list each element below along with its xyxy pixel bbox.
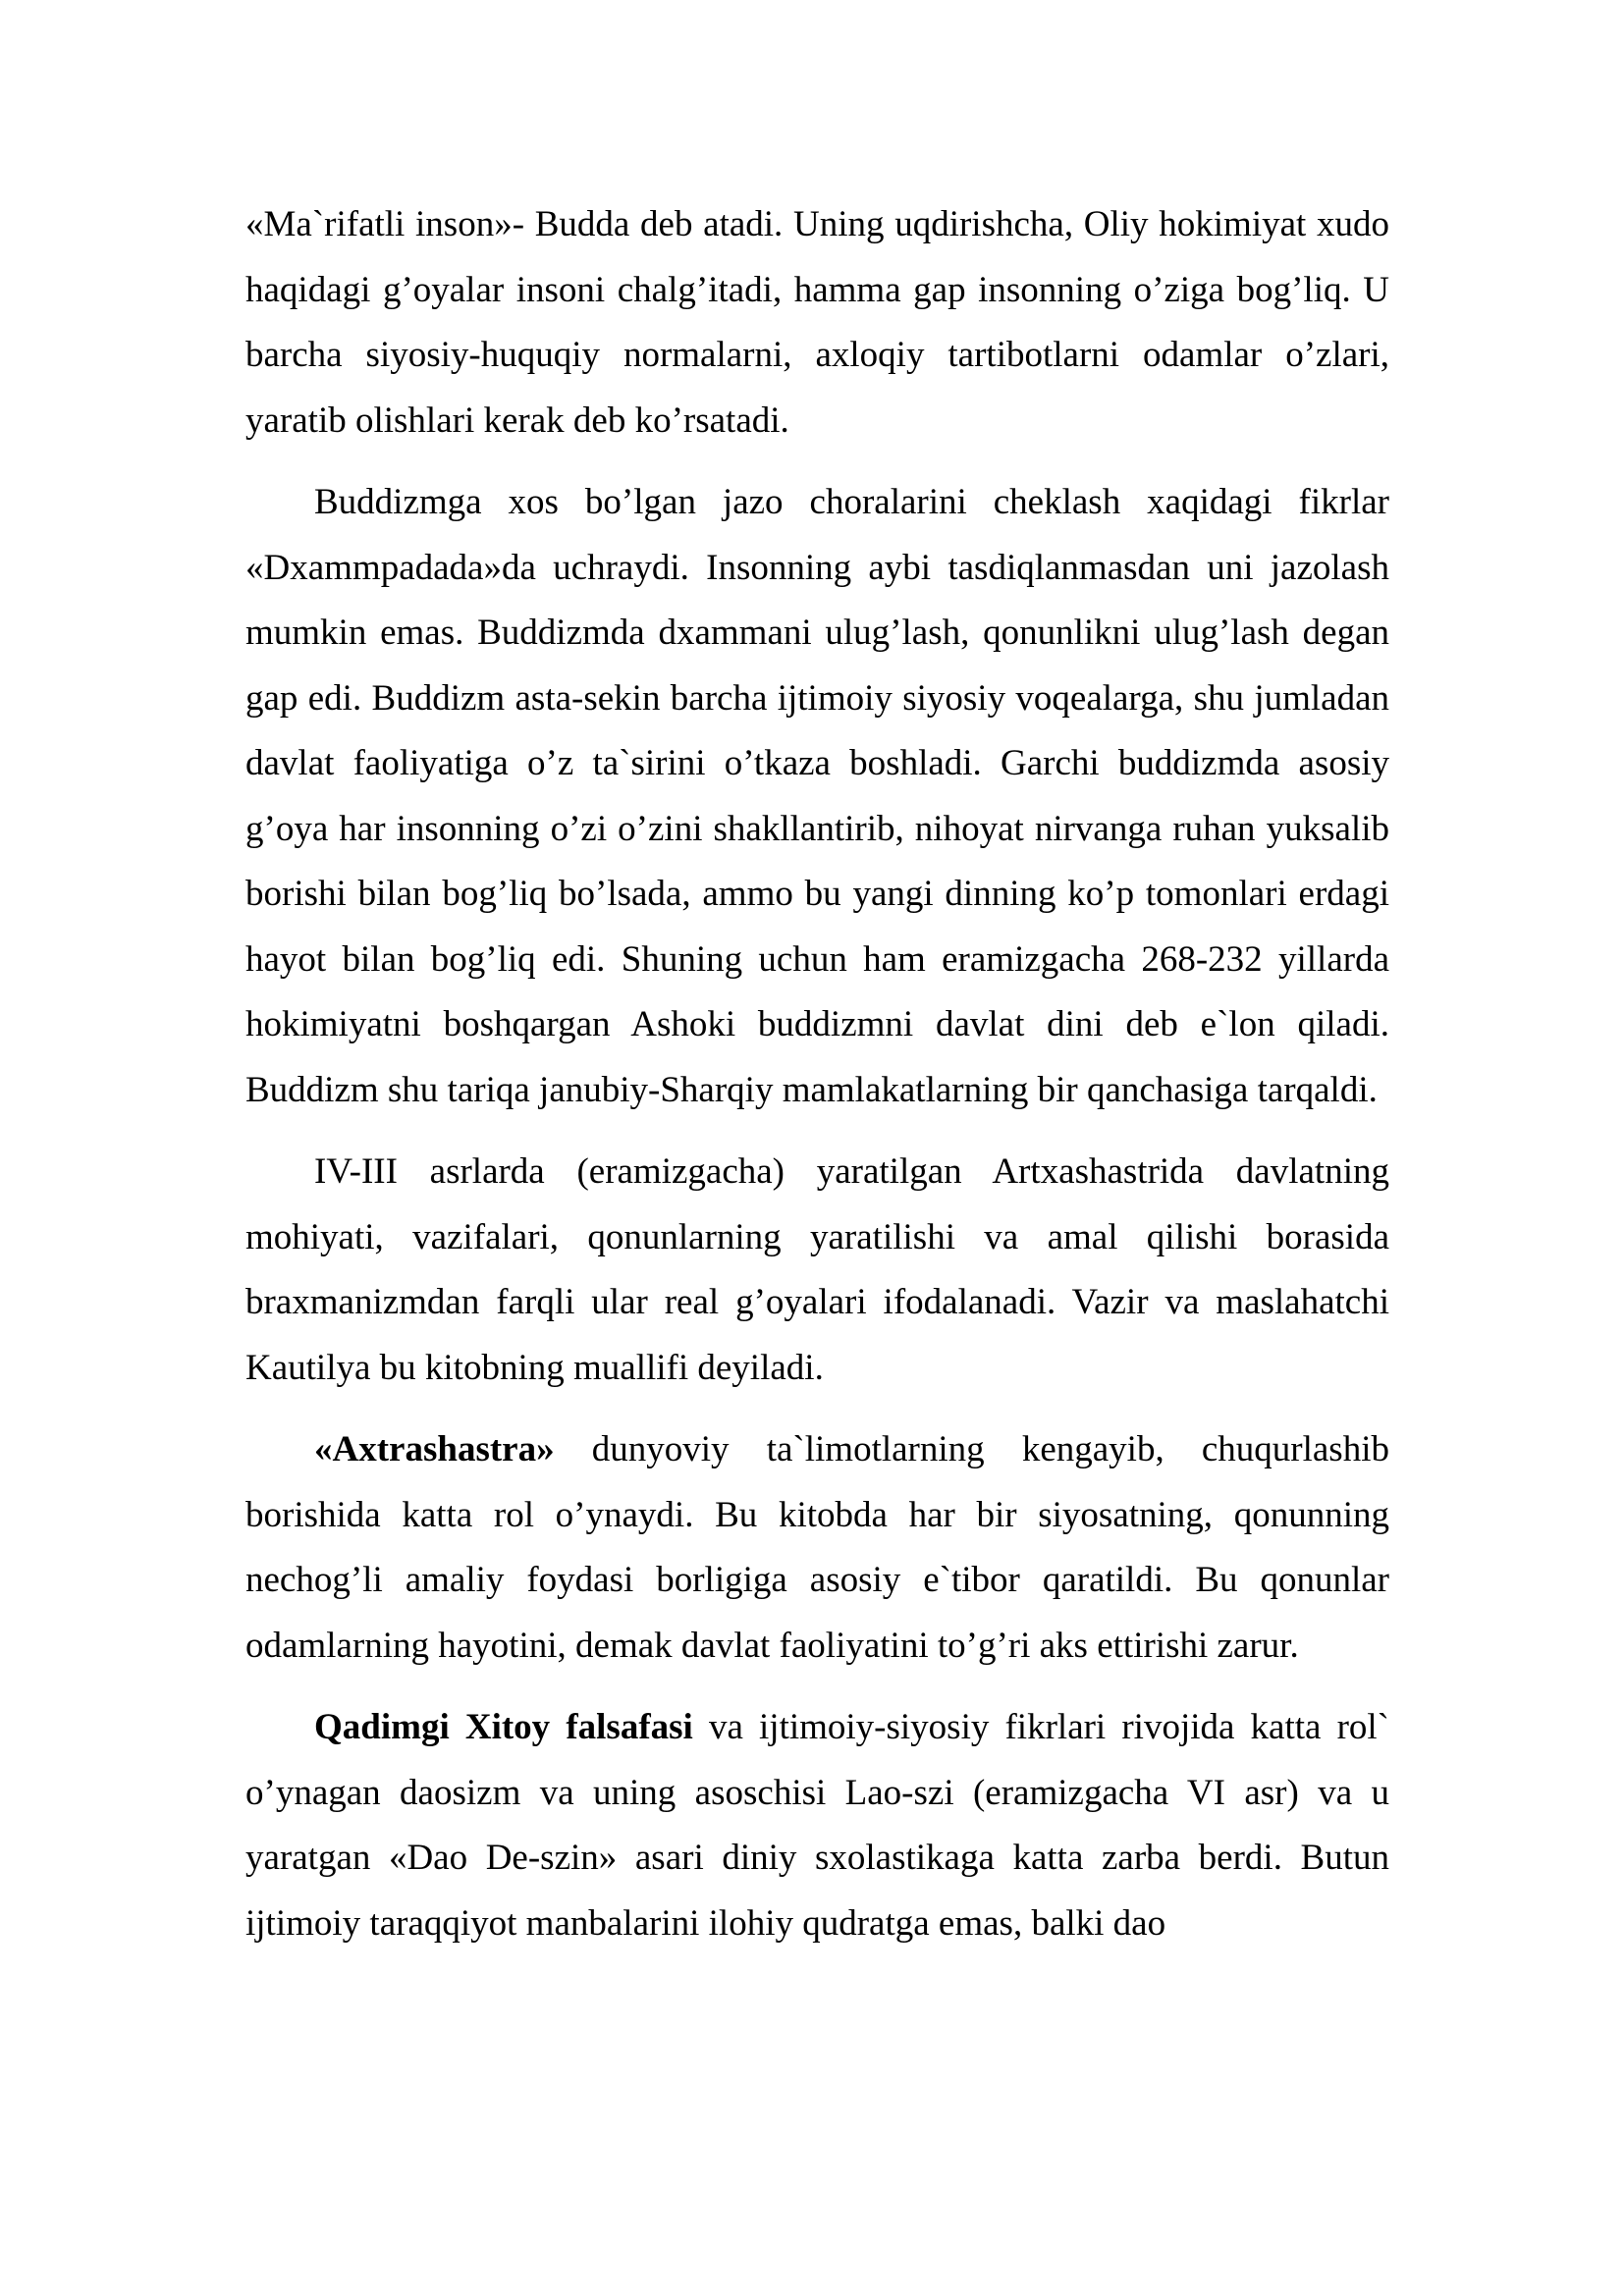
paragraph-text: IV-III asrlarda (eramizgacha) yaratilgan Artxashastrida davlatning mohiyati, vazifalari, qonunlarning yaratilishi va amal qilishi borasida braxmanizmdan farqli ular real g’oyalari ifodalanadi. Vazir va maslahatchi Kautilya bu kitobning muallifi deyiladi.: [245, 1151, 1389, 1388]
paragraph-3: [245, 1140, 1389, 1401]
paragraph-4: [245, 1417, 1389, 1679]
document-body: [245, 192, 1389, 1973]
paragraph-1: [245, 192, 1389, 454]
paragraph-text: dunyoviy ta`limotlarning kengayib, chuqurlashib borishida katta rol o’ynaydi. Bu kitobda har bir siyosatning, qonunning nechog’li amaliy foydasi borligiga asosiy e`tibor qaratildi. Bu qonunlar odamlarning hayotini, demak davlat faoliyatini to’g’ri aks ettirishi zarur.: [245, 1429, 1389, 1666]
paragraph-bold-lead: «Axtrashastra»: [314, 1429, 555, 1469]
paragraph-text: Buddizmga xos bo’lgan jazo choralarini cheklash xaqidagi fikrlar «Dxammpadada»da uchraydi. Insonning aybi tasdiqlanmasdan uni jazolash mumkin emas. Buddizmda dxammani ulug’lash, qonunlikni ulug’lash degan gap edi. Buddizm asta-sekin barcha ijtimoiy siyosiy voqealarga, shu jumladan davlat faoliyatiga o’z ta`sirini o’tkaza boshladi. Garchi buddizmda asosiy g’oya har insonning o’zi o’zini shakllantirib, nihoyat nirvanga ruhan yuksalib borishi bilan bog’liq bo’lsada, ammo bu yangi dinning ko’p tomonlari erdagi hayot bilan bog’liq edi. Shuning uchun ham eramizgacha 268-232 yillarda hokimiyatni boshqargan Ashoki buddizmni davlat dini deb e`lon qiladi. Buddizm shu tariqa janubiy-Sharqiy mamlakatlarning bir qanchasiga tarqaldi.: [245, 482, 1389, 1110]
paragraph-text: «Ma`rifatli inson»- Budda deb atadi. Uning uqdirishcha, Oliy hokimiyat xudo haqidagi g’oyalar insoni chalg’itadi, hamma gap insonning o’ziga bog’liq. U barcha siyosiy-huquqiy normalarni, axloqiy tartibotlarni odamlar o’zlari, yaratib olishlari kerak deb ko’rsatadi.: [245, 204, 1389, 441]
paragraph-2: [245, 470, 1389, 1123]
paragraph-bold-lead: Qadimgi Xitoy falsafasi: [314, 1707, 693, 1747]
paragraph-5: [245, 1695, 1389, 1956]
paragraph-text: va ijtimoiy-siyosiy fikrlari rivojida katta rol` o’ynagan daosizm va uning asoschisi Lao-szi (eramizgacha VI asr) va u yaratgan «Dao De-szin» asari diniy sxolastikaga katta zarba berdi. Butun ijtimoiy taraqqiyot manbalarini ilohiy qudratga emas, balki dao: [245, 1707, 1390, 1944]
